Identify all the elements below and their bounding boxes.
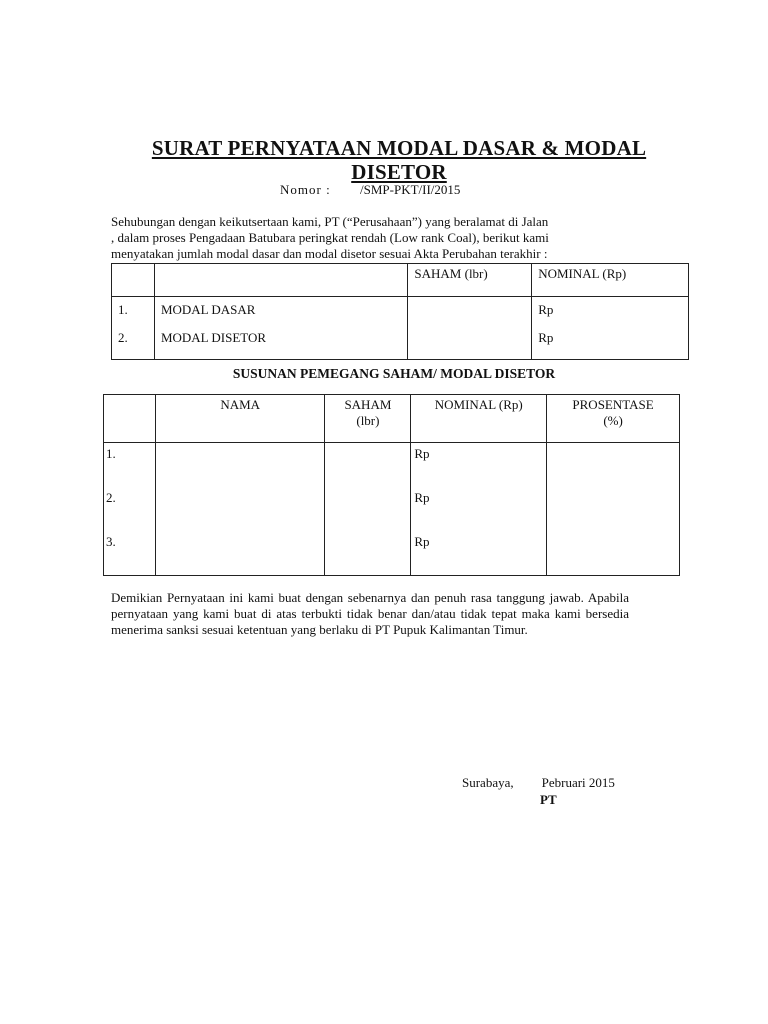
nomor-label: Nomor : [280,182,331,197]
intro-line: Sehubungan dengan keikutsertaan kami, PT (“Perusahaan”) yang beralamat di Jalan [111,214,549,229]
place: Surabaya, [462,775,514,790]
nama-value [156,531,325,575]
saham-value [325,443,410,487]
nominal-value: Rp [414,446,430,461]
nominal-column [532,297,689,360]
header-cell [112,264,155,297]
header-cell [104,395,156,443]
intro-line: , dalam proses Pengadaan Batubara peringkat rendah (Low rank Coal), berikut kami [111,230,549,245]
nominal-column [411,443,547,576]
prosentase-column [547,443,680,576]
modal-disetor-label: MODAL DISETOR [160,330,267,345]
nominal-value: Rp [538,302,554,317]
saham-column [408,297,532,360]
prosentase-value [547,443,679,487]
saham-column [325,443,411,576]
company-signature: PT [540,792,557,807]
header-prosentase [547,395,680,443]
capital-table-body [112,297,689,360]
document-number [280,182,460,198]
header-nominal: NOMINAL (Rp) [532,264,689,297]
title-line-2: DISETOR [351,160,447,184]
nama-column [155,443,325,576]
shareholder-table-header [104,395,680,443]
nominal-value: Rp [414,534,430,549]
saham-value [325,487,410,531]
header-saham-unit: (lbr) [356,413,380,428]
header-prosentase-line: PROSENTASE [572,397,654,412]
capital-table-header [112,264,689,297]
shareholder-table-body [104,443,680,576]
row-number: 2. [106,490,116,505]
date: Pebruari 2015 [541,775,615,790]
header-saham-line: SAHAM [344,397,392,412]
row-number: 1. [118,302,128,317]
header-prosentase-unit: (%) [603,413,623,428]
nama-value [156,487,325,531]
title-line-1: SURAT PERNYATAAN MODAL DASAR & MODAL [151,136,647,160]
nominal-value: Rp [414,490,430,505]
header-nama: NAMA [155,395,325,443]
header-nominal: NOMINAL (Rp) [411,395,547,443]
shareholder-heading: SUSUNAN PEMEGANG SAHAM/ MODAL DISETOR [232,366,556,381]
nama-value [156,443,325,487]
label-column [154,297,407,360]
document-title [110,136,688,184]
saham-value [414,331,525,359]
row-number: 3. [106,534,116,549]
prosentase-value [547,531,679,575]
header-cell [154,264,407,297]
intro-paragraph [111,214,689,262]
nominal-value: Rp [538,330,554,345]
header-saham [325,395,411,443]
place-date [462,775,615,791]
number-column [112,297,155,360]
nomor-value: /SMP-PKT/II/2015 [360,182,461,197]
modal-dasar-label: MODAL DASAR [160,302,256,317]
saham-value [414,303,525,331]
row-number: 1. [106,446,116,461]
intro-line: menyatakan jumlah modal dasar dan modal disetor sesuai Akta Perubahan terakhir : [111,246,548,261]
prosentase-value [547,487,679,531]
row-number: 2. [118,330,128,345]
capital-table [111,263,689,360]
header-saham: SAHAM (lbr) [408,264,532,297]
closing-paragraph: Demikian Pernyataan ini kami buat dengan sebenarnya dan penuh rasa tanggung jawab. Apabila pernyataan yang kami buat di atas terbukti tidak benar dan/atau tidak tepat maka kami bersedia menerima sanksi sesuai ketentuan yang berlaku di PT Pupuk Kalimantan Timur. [111,590,629,637]
saham-value [325,531,410,575]
number-column [104,443,156,576]
shareholder-table [103,394,680,576]
